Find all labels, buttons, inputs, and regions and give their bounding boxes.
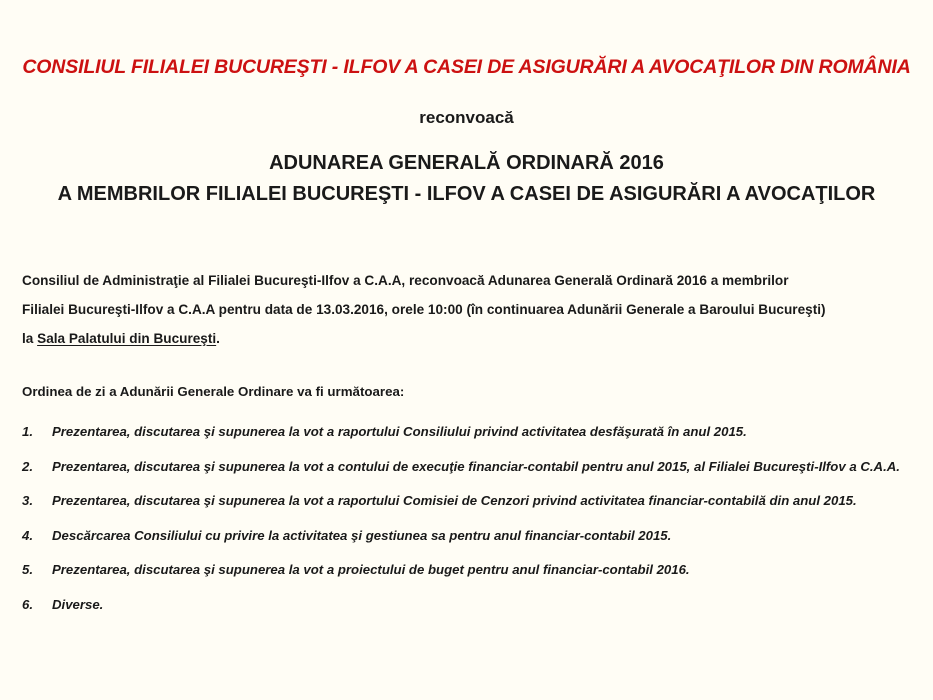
- assembly-heading-line-1: ADUNAREA GENERALĂ ORDINARĂ 2016: [269, 152, 664, 174]
- assembly-heading: [0, 148, 933, 210]
- convene-word: reconvoacă: [419, 108, 514, 127]
- body-paragraph: [22, 266, 918, 353]
- agenda-item-number: 3.: [22, 493, 33, 508]
- agenda-item-text: Descărcarea Consiliului cu privire la activitatea şi gestiunea sa pentru anul financiar-contabil 2015.: [52, 527, 672, 543]
- agenda-item-number: 1.: [22, 424, 33, 439]
- document-title: CONSILIUL FILIALEI BUCUREŞTI - ILFOV A CASEI DE ASIGURĂRI A AVOCAŢILOR DIN ROMÂNIA: [22, 56, 911, 78]
- agenda-item-text: Prezentarea, discutarea şi supunerea la vot a raportului Consiliului privind activitatea desfăşurată în anul 2015.: [52, 424, 747, 439]
- agenda-item: [22, 562, 922, 597]
- agenda-item: [22, 528, 922, 563]
- body-line-2: Filialei Bucureşti-Ilfov a C.A.A pentru data de 13.03.2016, orele 10:00 (în continuarea Adunării Generale a Baroului Bucureşti): [22, 302, 826, 317]
- agenda-item-number: 5.: [22, 562, 33, 577]
- venue-name: Sala Palatului din Bucureşti: [37, 331, 217, 346]
- agenda-intro: Ordinea de zi a Adunării Generale Ordinare va fi următoarea:: [22, 384, 405, 399]
- assembly-heading-line-2: A MEMBRILOR FILIALEI BUCUREŞTI - ILFOV A CASEI DE ASIGURĂRI A AVOCAŢILOR: [57, 183, 876, 205]
- agenda-item-number: 2.: [22, 458, 33, 474]
- agenda-item: [22, 597, 922, 632]
- agenda-item: [22, 459, 922, 494]
- agenda-item-text: Diverse.: [52, 596, 104, 612]
- agenda-item-number: 6.: [22, 596, 33, 612]
- agenda-item-text: Prezentarea, discutarea şi supunerea la vot a proiectului de buget pentru anul financiar-contabil 2016.: [52, 562, 690, 577]
- venue-suffix: .: [216, 331, 220, 346]
- agenda-item: [22, 424, 922, 459]
- agenda-item-text: Prezentarea, discutarea şi supunerea la vot a raportului Comisiei de Cenzori privind activitatea financiar-contabilă din anul 2015.: [52, 493, 857, 508]
- agenda-list: [22, 424, 922, 631]
- agenda-item: [22, 493, 922, 528]
- agenda-item-text: Prezentarea, discutarea şi supunerea la vot a contului de execuţie financiar-contabil pentru anul 2015, al Filialei Bucureşti-Ilfov a C.A.A.: [52, 458, 900, 474]
- agenda-item-number: 4.: [22, 527, 33, 543]
- body-line-3: [22, 324, 918, 353]
- venue-prefix: la: [22, 331, 38, 346]
- body-line-1: Consiliul de Administraţie al Filialei Bucureşti-Ilfov a C.A.A, reconvoacă Adunarea Generală Ordinară 2016 a membrilor: [22, 273, 789, 288]
